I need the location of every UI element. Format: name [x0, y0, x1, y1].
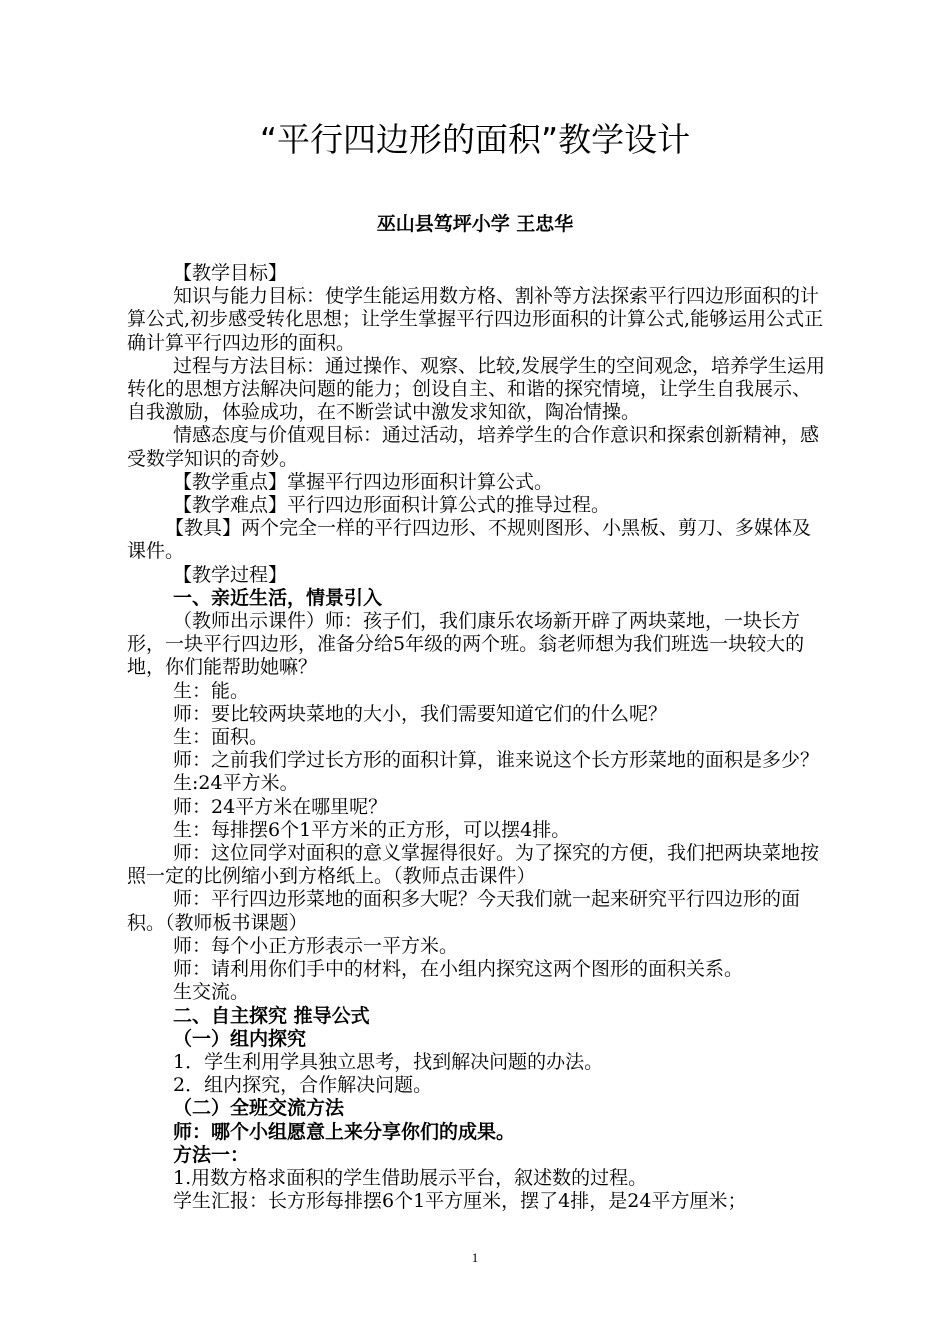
document-body [127, 262, 827, 1213]
paragraph: 【教具】两个完全一样的平行四边形、不规则图形、小黑板、剪刀、多媒体及课件。 [127, 517, 812, 563]
paragraph: 【教学难点】平行四边形面积计算公式的推导过程。 [173, 494, 611, 517]
paragraph: 师：哪个小组愿意上来分享你们的成果。 [173, 1120, 516, 1143]
section-heading: 【教学过程】 [173, 563, 288, 586]
paragraph: 知识与能力目标：使学生能运用数方格、割补等方法探索平行四边形面积的计算公式,初步感受转化思想；让学生掌握平行四边形面积的计算公式,能够运用公式正确计算平行四边形的面积。 [127, 285, 824, 354]
paragraph: 生：每排摆6个1平方米的正方形，可以摆4排。 [173, 818, 571, 841]
subsection-heading: （二）全班交流方法 [173, 1097, 345, 1120]
list-item: 2．组内探究，合作解决问题。 [173, 1074, 433, 1097]
paragraph: 师：请利用你们手中的材料，在小组内探究这两个图形的面积关系。 [173, 958, 744, 981]
paragraph: 生交流。 [173, 981, 250, 1004]
paragraph: 师：24平方米在哪里呢？ [173, 795, 388, 818]
paragraph: 情感态度与价值观目标：通过活动，培养学生的合作意识和探索创新精神，感受数学知识的奇妙。 [127, 424, 820, 470]
section-heading: 【教学目标】 [173, 262, 288, 284]
paragraph: （教师出示课件）师：孩子们，我们康乐农场新开辟了两块菜地，一块长方形，一块平行四边形，准备分给5年级的两个班。翁老师想为我们班选一块较大的地，你们能帮助她嘛？ [127, 610, 805, 679]
section-heading: 二、自主探究 推导公式 [173, 1004, 370, 1027]
paragraph: 1.用数方格求面积的学生借助展示平台，叙述数的过程。 [173, 1166, 648, 1189]
subsection-heading: （一）组内探究 [173, 1027, 307, 1050]
paragraph: 师：每个小正方形表示一平方米。 [173, 934, 459, 957]
paragraph: 过程与方法目标：通过操作、观察、比较,发展学生的空间观念，培养学生运用转化的思想方法解决问题的能力；创设自主、和谐的探究情境，让学生自我展示、自我激励，体验成功，在不断尝试中激发求知欲，陶冶情操。 [127, 354, 826, 424]
paragraph: 师：平行四边形菜地的面积多大呢？今天我们就一起来研究平行四边形的面积。（教师板书课题） [127, 888, 801, 934]
method-heading: 方法一： [173, 1143, 250, 1166]
paragraph: 生:24平方米。 [173, 772, 299, 795]
author-line: 巫山县笃坪小学 王忠华 [376, 213, 574, 235]
section-heading: 一、亲近生活，情景引入 [173, 586, 383, 609]
list-item: 1．学生利用学具独立思考，找到解决问题的办法。 [173, 1050, 604, 1073]
document-title: “平行四边形的面积”教学设计 [259, 120, 691, 159]
paragraph: 师：这位同学对面积的意义掌握得很好。为了探究的方便，我们把两块菜地按照一定的比例缩小到方格纸上。（教师点击课件） [127, 842, 820, 888]
paragraph: 师：之前我们学过长方形的面积计算，谁来说这个长方形菜地的面积是多少？ [173, 749, 820, 772]
paragraph: 师：要比较两块菜地的大小，我们需要知道它们的什么呢？ [173, 702, 668, 725]
paragraph: 【教学重点】掌握平行四边形面积计算公式。 [173, 470, 554, 493]
page-number: 1 [471, 1250, 479, 1265]
paragraph: 生：面积。 [173, 726, 269, 749]
paragraph: 学生汇报：长方形每排摆6个1平方厘米，摆了4排，是24平方厘米； [173, 1190, 747, 1213]
paragraph: 生：能。 [173, 679, 250, 702]
